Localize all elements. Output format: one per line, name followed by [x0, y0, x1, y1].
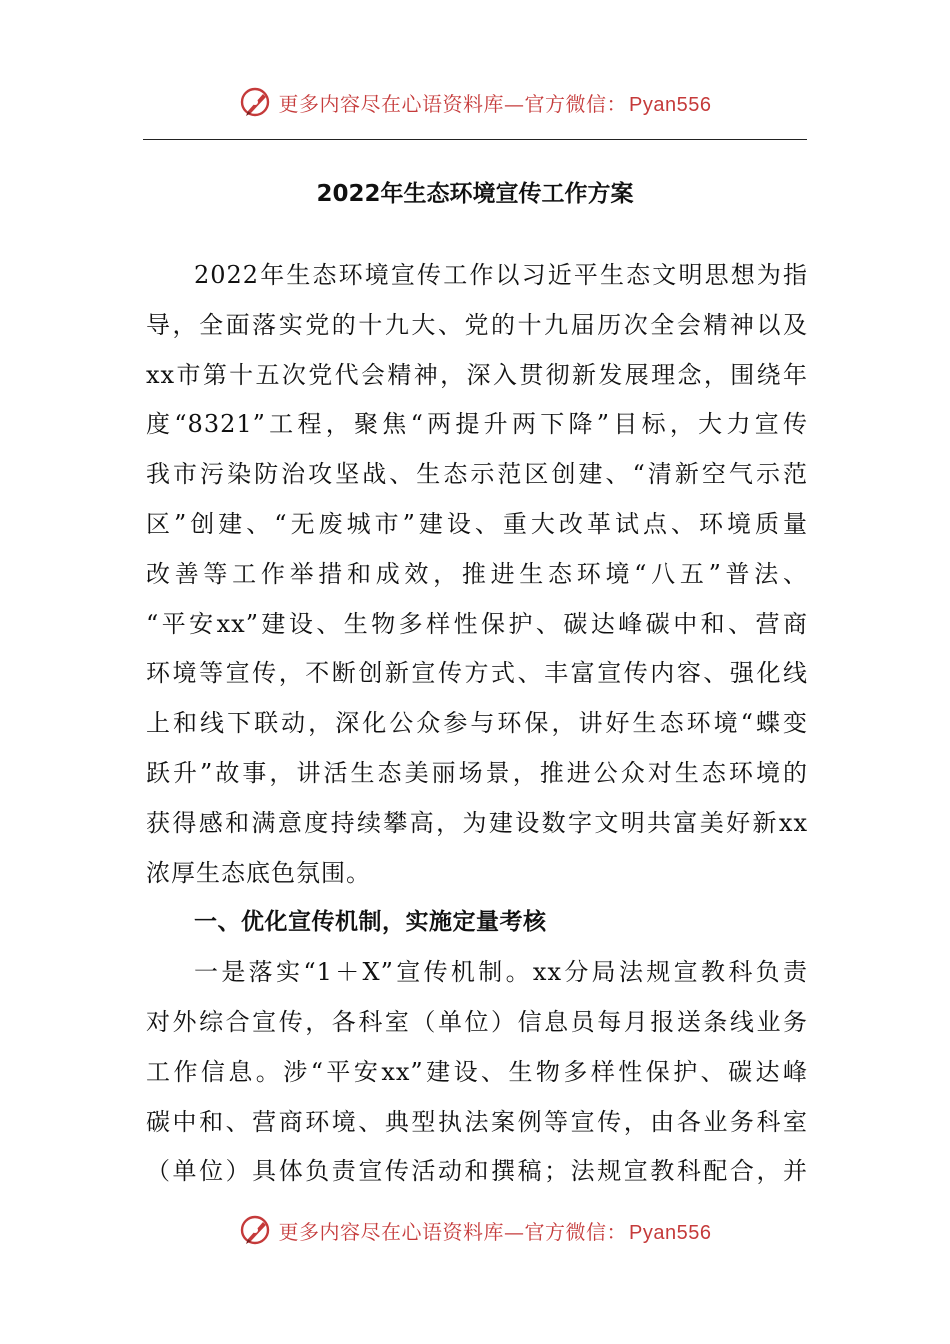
paragraph-line: 环境等宣传，不断创新宣传方式、丰富宣传内容、强化线	[146, 659, 808, 688]
document-title: 2022年生态环境宣传工作方案	[316, 181, 634, 207]
paragraph-line: 工作信息。涉“平安xx”建设、生物多样性保护、碳达峰	[146, 1057, 808, 1086]
paragraph-line: 改善等工作举措和成效，推进生态环境“八五”普法、	[146, 559, 808, 588]
header-divider	[143, 139, 807, 140]
footer-watermark	[0, 1210, 950, 1250]
paragraph-line: 获得感和满意度持续攀高，为建设数字文明共富美好新xx	[146, 808, 808, 837]
watermark-text: 更多内容尽在心语资料库—官方微信： Pyan556	[278, 1219, 712, 1244]
paragraph-line: 区”创建、“无废城市”建设、重大改革试点、环境质量	[146, 509, 808, 538]
paragraph-line: 跃升”故事，讲活生态美丽场景，推进公众对生态环境的	[146, 758, 808, 787]
paragraph-line: 度“8321”工程，聚焦“两提升两下降”目标，大力宣传	[146, 410, 808, 439]
paragraph-line: 对外综合宣传，各科室（单位）信息员每月报送条线业务	[146, 1007, 808, 1036]
paragraph-line: 上和线下联动，深化公众参与环保，讲好生态环境“蝶变	[146, 709, 808, 738]
paragraph-line: 2022年生态环境宣传工作以习近平生态文明思想为指	[194, 261, 808, 289]
red-pen-circle-logo-icon	[239, 85, 273, 119]
section-heading: 一、优化宣传机制，实施定量考核	[194, 909, 547, 936]
watermark-text: 更多内容尽在心语资料库—官方微信： Pyan556	[278, 91, 712, 116]
paragraph-line: 一是落实“1＋X”宣传机制。xx分局法规宣教科负责	[194, 958, 808, 987]
header-watermark	[0, 82, 950, 122]
paragraph-line: 碳中和、营商环境、典型执法案例等宣传，由各业务科室	[146, 1107, 808, 1136]
red-pen-circle-logo-icon	[239, 1213, 273, 1247]
paragraph-line: xx市第十五次党代会精神，深入贯彻新发展理念，围绕年	[146, 360, 808, 389]
paragraph-line: 导，全面落实党的十九大、党的十九届历次全会精神以及	[146, 310, 808, 339]
paragraph-line: 我市污染防治攻坚战、生态示范区创建、“清新空气示范	[146, 460, 808, 489]
paragraph-line: （单位）具体负责宣传活动和撰稿；法规宣教科配合，并	[146, 1157, 808, 1186]
document-body	[146, 251, 808, 1197]
paragraph-line: 浓厚生态底色氛围。	[146, 858, 371, 887]
paragraph-line: “平安xx”建设、生物多样性保护、碳达峰碳中和、营商	[146, 609, 808, 638]
